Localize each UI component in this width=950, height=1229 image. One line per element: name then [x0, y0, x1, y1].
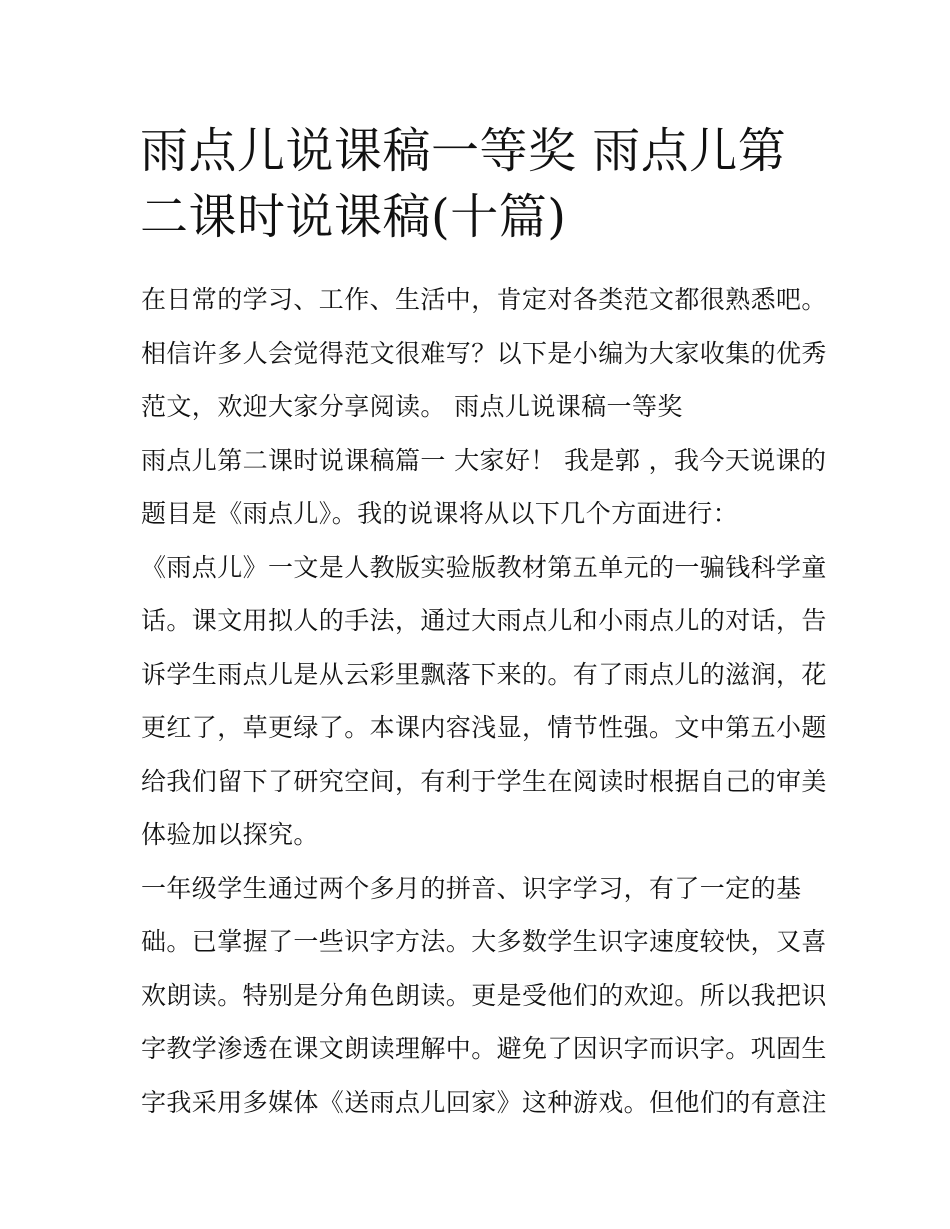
document-title [140, 118, 820, 250]
body-line: 字我采用多媒体《送雨点儿回家》这种游戏。但他们的有意注 [141, 1087, 827, 1117]
body-line: 一年级学生通过两个多月的拼音、识字学习，有了一定的基 [141, 873, 802, 903]
body-line: 《雨点儿》一文是人教版实验版教材第五单元的一骗钱科学童 [141, 552, 827, 582]
body-line: 范文，欢迎大家分享阅读。 雨点儿说课稿一等奖 [141, 392, 683, 421]
document-body [141, 281, 827, 1137]
title-line: 雨点儿说课稿一等奖 雨点儿第 [140, 123, 787, 179]
body-line: 给我们留下了研究空间，有利于学生在阅读时根据自己的审美 [141, 766, 827, 796]
body-line: 体验加以探究。 [141, 820, 319, 849]
body-line: 更红了，草更绿了。本课内容浅显，情节性强。文中第五小题 [141, 713, 827, 742]
body-line: 相信许多人会觉得范文很难写？以下是小编为大家收集的优秀 [141, 338, 827, 368]
body-line: 诉学生雨点儿是从云彩里飘落下来的。有了雨点儿的滋润，花 [141, 659, 827, 689]
body-line: 题目是《雨点儿》。我的说课将从以下几个方面进行： [141, 499, 739, 528]
body-line: 雨点儿第二课时说课稿篇一 大家好！ 我是郭 ，我今天说课的 [141, 445, 827, 475]
body-line: 话。课文用拟人的手法，通过大雨点儿和小雨点儿的对话，告 [141, 606, 827, 635]
body-line: 在日常的学习、工作、生活中，肯定对各类范文都很熟悉吧。 [141, 285, 827, 314]
body-line: 欢朗读。特别是分角色朗读。更是受他们的欢迎。所以我把识 [141, 980, 827, 1010]
title-line: 二课时说课稿(十篇) [140, 189, 567, 245]
body-line: 字教学渗透在课文朗读理解中。避免了因识字而识字。巩固生 [141, 1034, 827, 1063]
body-line: 础。已掌握了一些识字方法。大多数学生识字速度较快，又喜 [141, 927, 827, 956]
